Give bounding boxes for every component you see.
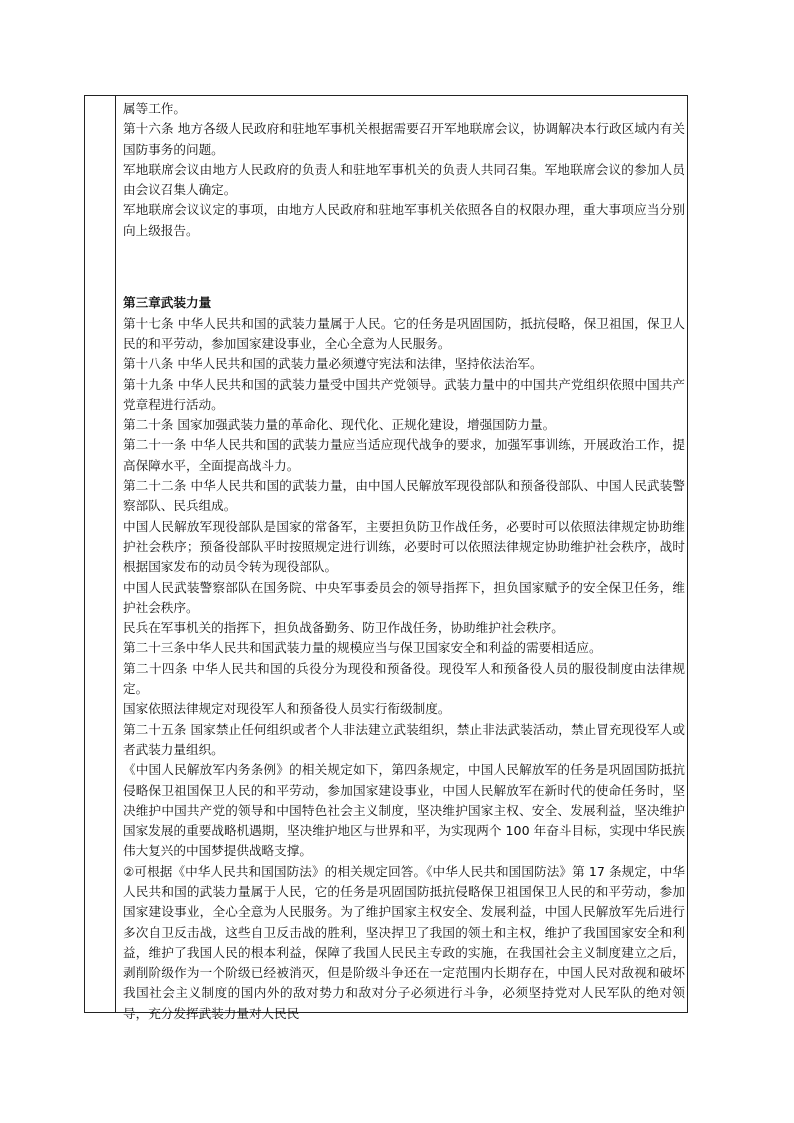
table-column-divider (115, 95, 116, 1013)
paragraph: 第十九条 中华人民共和国的武装力量受中国共产党领导。武装力量中的中国共产党组织依照中国共产党章程进行活动。 (123, 376, 685, 412)
blank-line (123, 257, 685, 277)
chapter-heading: 第三章武装力量 (123, 295, 212, 311)
paragraph: 中国人民解放军现役部队是国家的常备军，主要担负防卫作战任务，必要时可以依照法律规定协助维护社会秩序；预备役部队平时按照规定进行训练，必要时可以依照法律规定协助维护社会秩序，战时根据国家发布的动员令转为现役部队。 (123, 518, 685, 575)
paragraph: 属等工作。 (123, 101, 186, 116)
paragraph: 第二十四条 中华人民共和国的兵役分为现役和预备役。现役军人和预备役人员的服役制度由法律规定。 (123, 660, 685, 697)
paragraph: 第二十三条中华人民共和国武装力量的规模应当与保卫国家安全和利益的需要相适应。 (123, 640, 602, 656)
paragraph: 第十八条 中华人民共和国的武装力量必须遵守宪法和法律，坚持依法治军。 (123, 356, 543, 372)
paragraph: ②可根据《中华人民共和国国防法》的相关规定回答。《中华人民共和国国防法》第 17 条规定，中华人民共和国的武装力量属于人民，它的任务是巩固国防抵抗侵略保卫祖国保卫人民的和平劳动，参加国家建设事业，全心全意为人民服务。为了维护国家主权安全、发展利益，中国人民解放军先后进行多次自卫反击战，这些自卫反击战的胜利，坚决捍卫了我国的领土和主权，维护了我国国家安全和利益，维护了我国人民的根本利益，保障了我国人民民主专政的实施，在我国社会主义制度建立之后，剥削阶级作为一个阶级已经被消灭，但是阶级斗争还在一定范围内长期存在，中国人民对敌视和破坏我国社会主义制度的国内外的敌对势力和敌对分子必须进行斗争，必须坚持党对人民军队的绝对领导，充分发挥武装力量对人民民 (123, 863, 685, 1021)
paragraph: 中国人民武装警察部队在国务院、中央军事委员会的领导指挥下，担负国家赋予的安全保卫任务，维护社会秩序。 (123, 579, 685, 615)
paragraph: 军地联席会议议定的事项，由地方人民政府和驻地军事机关依照各自的权限办理，重大事项应当分别向上级报告。 (123, 202, 685, 238)
paragraph: 第二十五条 国家禁止任何组织或者个人非法建立武装组织，禁止非法武装活动，禁止冒充现役军人或者武装力量组织。 (123, 721, 685, 757)
paragraph: 军地联席会议由地方人民政府的负责人和驻地军事机关的负责人共同召集。军地联席会议的参加人员由会议召集人确定。 (123, 161, 685, 198)
paragraph: 第十七条 中华人民共和国的武装力量属于人民。它的任务是巩固国防，抵抗侵略，保卫祖国，保卫人民的和平劳动，参加国家建设事业，全心全意为人民服务。 (123, 315, 685, 351)
document-content (123, 99, 685, 1024)
paragraph: 《中国人民解放军内务条例》的相关规定如下，第四条规定，中国人民解放军的任务是巩固国防抵抗侵略保卫祖国保卫人民的和平劳动，参加国家建设事业，中国人民解放军在新时代的使命任务时，坚决维护中国共产党的领导和中国特色社会主义制度，坚决维护国家主权、安全、发展利益，坚决维护国家发展的重要战略机遇期，坚决维护地区与世界和平，为实现两个 100 年奋斗目标，实现中华民族伟大复兴的中国梦提供战略支撑。 (123, 762, 685, 859)
paragraph: 第二十条 国家加强武装力量的革命化、现代化、正规化建设，增强国防力量。 (123, 417, 556, 433)
paragraph: 民兵在军事机关的指挥下，担负战备勤务、防卫作战任务，协助维护社会秩序。 (123, 620, 564, 636)
paragraph: 国家依照法律规定对现役军人和预备役人员实行衔级制度。 (123, 701, 451, 717)
paragraph: 第十六条 地方各级人民政府和驻地军事机关根据需要召开军地联席会议，协调解决本行政区域内有关国防事务的问题。 (123, 121, 685, 157)
paragraph: 第二十一条 中华人民共和国的武装力量应当适应现代战争的要求，加强军事训练，开展政治工作，提高保障水平，全面提高战斗力。 (123, 437, 685, 473)
paragraph: 第二十二条 中华人民共和国的武装力量，由中国人民解放军现役部队和预备役部队、中国人民武装警察部队、民兵组成。 (123, 478, 685, 514)
